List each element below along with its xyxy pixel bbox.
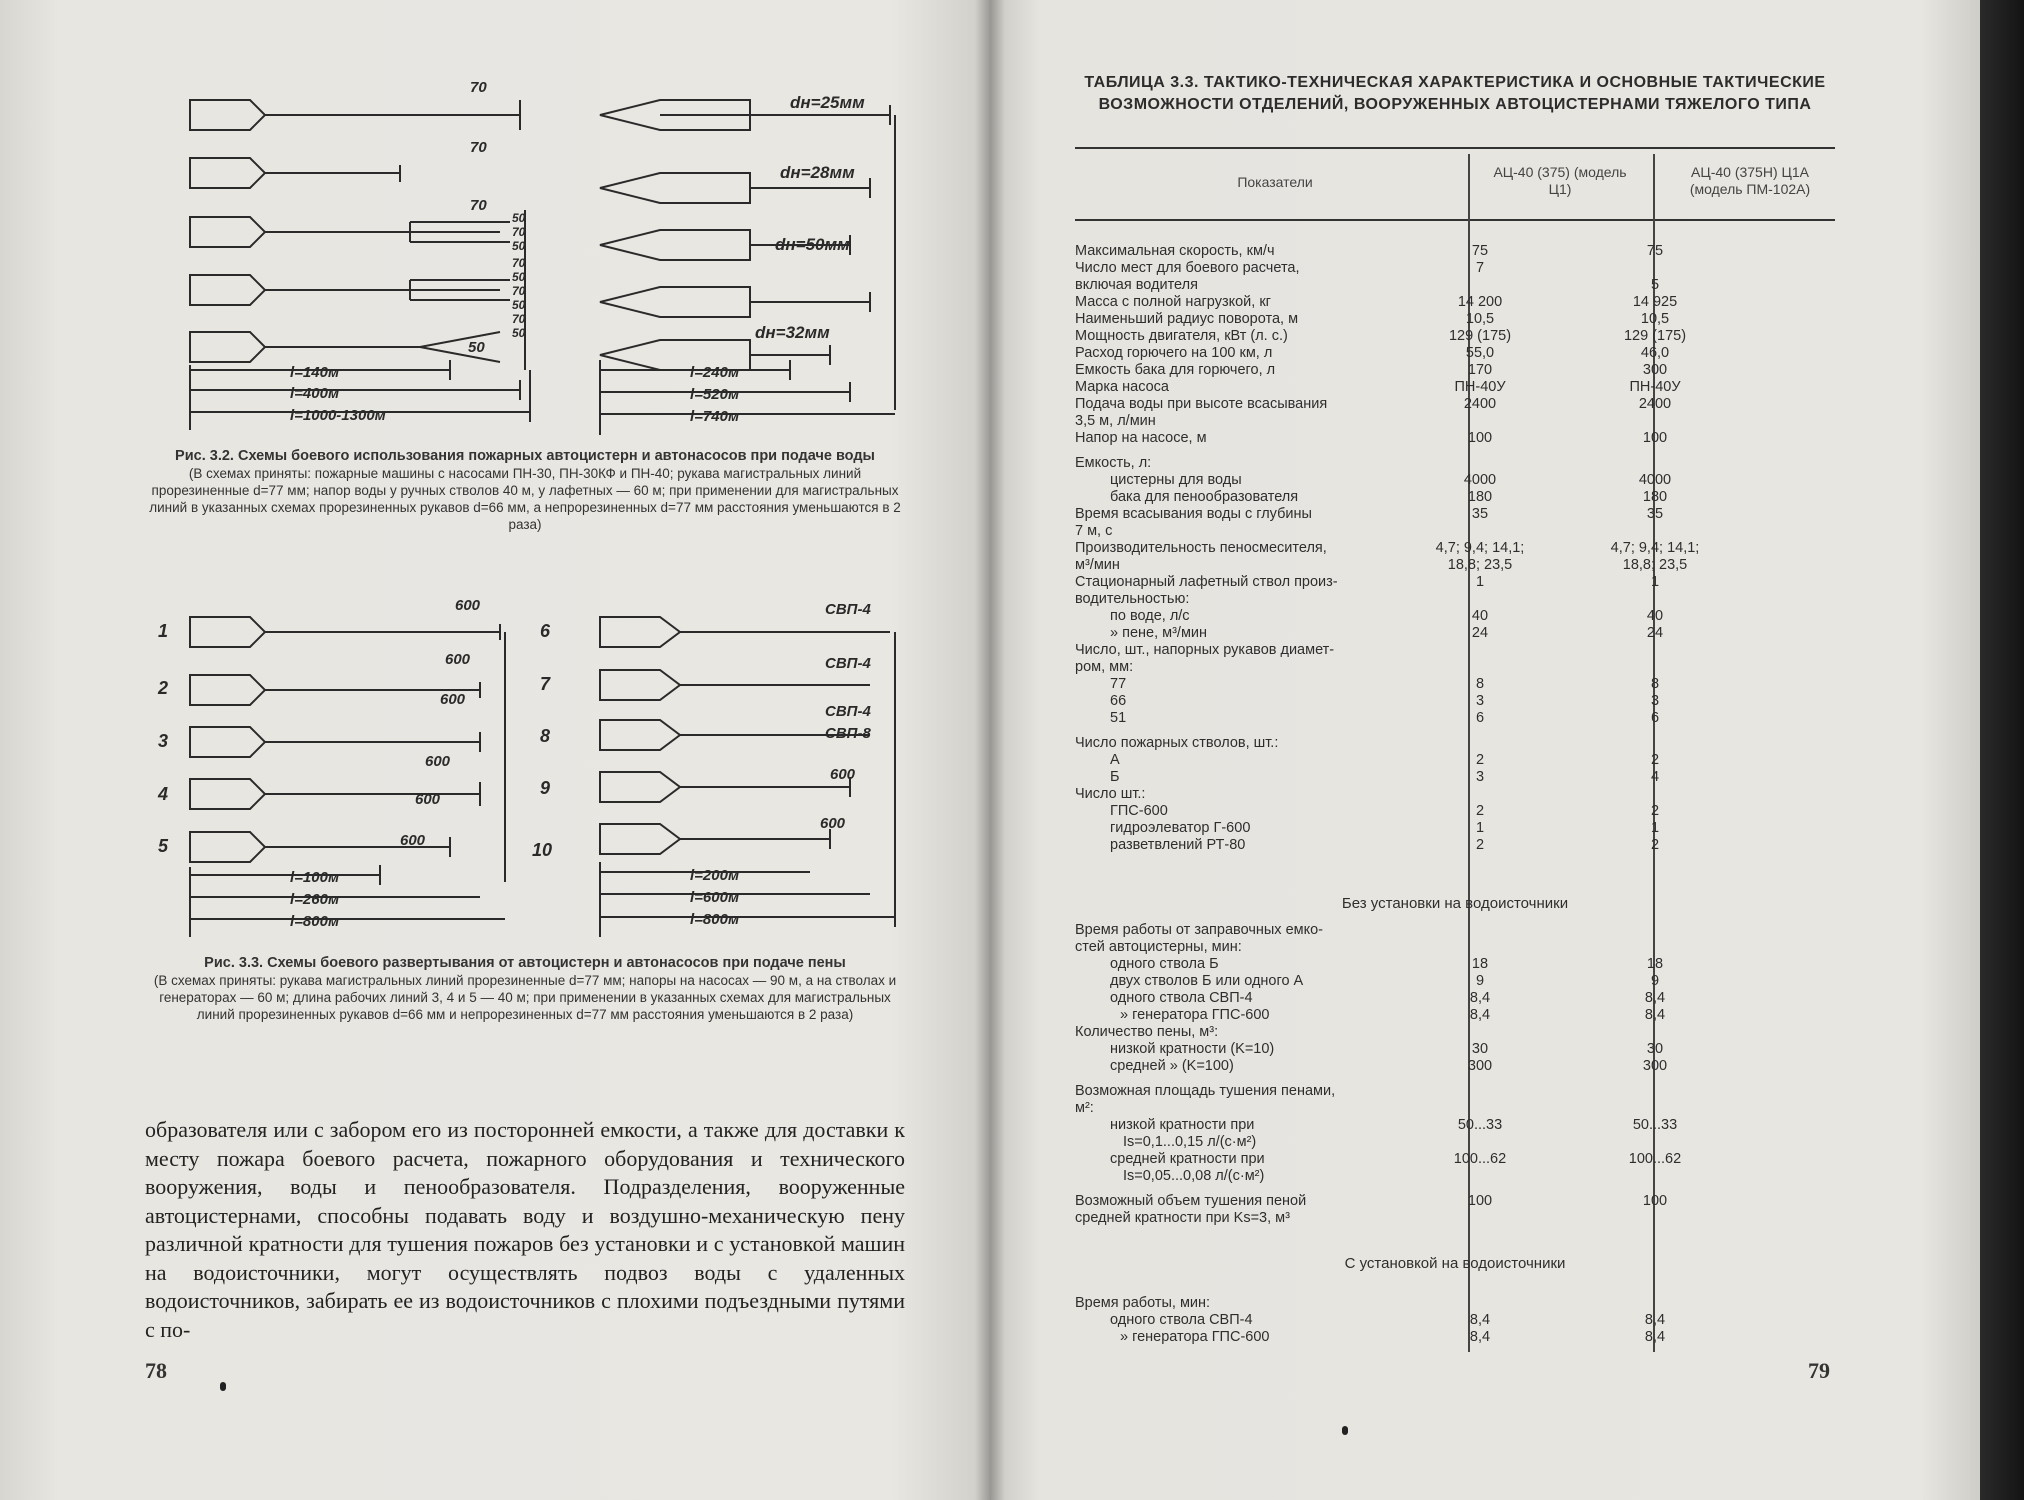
row-value-ac40-375n: 4000: [1638, 472, 1672, 488]
table-row: [1075, 659, 1835, 676]
row-value-ac40-375: 180: [1467, 489, 1493, 505]
row-value-ac40-375: 4000: [1463, 472, 1497, 488]
row-label: Число мест для боевого расчета,: [1075, 260, 1300, 276]
table-row: [1075, 1295, 1835, 1312]
row-value-ac40-375n: 18: [1646, 956, 1664, 972]
fig33-num-1: 1: [158, 621, 169, 641]
fig33-num-2: 2: [158, 678, 169, 698]
fig33-note: (В схемах приняты: рукава магистральных линий прорезиненные d=77 мм; напоры на насосах — 90 м, а на стволах и генераторах — 60 м; длина рабочих линий 3, 4 и 5 — 40 м; при применении в указанных схемах для магистральных линий прорезиненных рукавов d=66 мм и непрорезиненных d=77 мм расстояния уменьшаются в 2 раза): [153, 973, 897, 1022]
row-value-ac40-375: 1: [1475, 820, 1485, 836]
row-label: Is=0,1...0,15 л/(с·м²): [1123, 1134, 1257, 1150]
row-value-ac40-375n: 2400: [1638, 396, 1672, 412]
row-value-ac40-375n: 100...62: [1628, 1151, 1682, 1167]
row-value-ac40-375: 50...33: [1457, 1117, 1503, 1133]
table-title: ТАБЛИЦА 3.3. ТАКТИКО-ТЕХНИЧЕСКАЯ ХАРАКТЕРИСТИКА И ОСНОВНЫЕ ТАКТИЧЕСКИЕ ВОЗМОЖНОСТИ ОТДЕЛЕНИЙ, ВООРУЖЕННЫХ АВТОЦИСТЕРНАМИ ТЯЖЕЛОГО ТИПА: [1084, 74, 1826, 113]
table-row: [1075, 1083, 1835, 1100]
row-label: Б: [1110, 769, 1120, 785]
figure-3-2-diagram: [150, 70, 910, 440]
row-value-ac40-375n: 9: [1650, 973, 1660, 989]
fig32-side-8: 70: [512, 312, 526, 326]
row-value-ac40-375: ПН-40У: [1454, 379, 1506, 395]
fig32-side-2: 70: [512, 225, 526, 239]
row-value-ac40-375: 100...62: [1453, 1151, 1507, 1167]
page-number-right: 79: [1808, 1358, 1830, 1383]
row-value-ac40-375: 10,5: [1465, 311, 1495, 327]
fig33-title: Рис. 3.3. Схемы боевого развертывания от автоцистерн и автонасосов при подаче пены: [204, 955, 846, 971]
row-label: низкой кратности при: [1110, 1117, 1255, 1133]
row-value-ac40-375: 40: [1471, 608, 1489, 624]
row-label: средней кратности при Ks=3, м³: [1075, 1210, 1290, 1226]
table-row: [1075, 608, 1835, 625]
table-row: [1075, 1210, 1835, 1227]
row-label: Марка насоса: [1075, 379, 1169, 395]
left-page: [0, 0, 990, 1500]
fig32-diam-4: dн=32мм: [755, 323, 830, 342]
fig32-side-7: 50: [512, 298, 526, 312]
row-value-ac40-375n: 46,0: [1640, 345, 1670, 361]
fig32-length-3: 70: [470, 197, 487, 214]
row-label: 66: [1110, 693, 1127, 709]
table-row: [1075, 430, 1835, 447]
table-3-3: [1075, 147, 1835, 1352]
row-value-ac40-375n: 8: [1650, 676, 1660, 692]
row-label: одного ствола СВП-4: [1110, 1312, 1253, 1328]
fig33-right-dim-1: l=200м: [690, 867, 740, 884]
table-row: [1075, 820, 1835, 837]
row-value-ac40-375n: 30: [1646, 1041, 1664, 1057]
row-label: одного ствола Б: [1110, 956, 1219, 972]
row-value-ac40-375: 6: [1475, 710, 1485, 726]
table-row: [1075, 574, 1835, 591]
table-row: [1075, 311, 1835, 328]
table-row: [1075, 735, 1835, 752]
row-value-ac40-375n: 6: [1650, 710, 1660, 726]
row-value-ac40-375n: 100: [1642, 430, 1668, 446]
fig33-num-3: 3: [158, 731, 169, 751]
table-row: [1075, 523, 1835, 540]
row-value-ac40-375: 8,4: [1469, 1329, 1491, 1345]
table-row: [1075, 922, 1835, 939]
table-row: [1075, 489, 1835, 506]
row-label: Время работы, мин:: [1075, 1295, 1211, 1311]
fig33-num-5: 5: [158, 836, 169, 856]
row-value-ac40-375: 9: [1475, 973, 1485, 989]
fig33-right-dim-3: l=800м: [690, 911, 740, 928]
table-row: [1075, 345, 1835, 362]
header-indicators: Показатели: [1237, 174, 1313, 190]
row-value-ac40-375n: 129 (175): [1623, 328, 1687, 344]
table-row: [1075, 676, 1835, 693]
table-row: [1075, 294, 1835, 311]
fig33-svp-4: СВП-8: [825, 725, 871, 742]
row-value-ac40-375: 14 200: [1457, 294, 1503, 310]
row-label: Производительность пеносмесителя,: [1075, 540, 1327, 556]
row-label: двух стволов Б или одного А: [1110, 973, 1304, 989]
table-row: [1075, 557, 1835, 574]
table-row: [1075, 1329, 1835, 1346]
table-row: [1075, 956, 1835, 973]
row-value-ac40-375: 8,4: [1469, 1312, 1491, 1328]
table-row: [1075, 413, 1835, 430]
row-value-ac40-375: 2: [1475, 803, 1485, 819]
row-value-ac40-375n: 8,4: [1644, 1329, 1666, 1345]
book-gutter: [975, 0, 1005, 1500]
row-value-ac40-375n: 100: [1642, 1193, 1668, 1209]
row-value-ac40-375: 100: [1467, 1193, 1493, 1209]
fig32-diam-2: dн=28мм: [780, 163, 855, 182]
row-label: водительностью:: [1075, 591, 1190, 607]
fig33-svp-3: СВП-4: [825, 703, 871, 720]
table-row: [1075, 939, 1835, 956]
table-row: [1075, 1134, 1835, 1151]
row-label: бака для пенообразователя: [1110, 489, 1299, 505]
table-row: [1075, 328, 1835, 345]
fig32-diam-3: dн=50мм: [775, 235, 850, 254]
row-label: Число шт.:: [1075, 786, 1146, 802]
row-value-ac40-375n: 8,4: [1644, 1007, 1666, 1023]
row-value-ac40-375: 129 (175): [1448, 328, 1512, 344]
row-label: стей автоцистерны, мин:: [1075, 939, 1242, 955]
table-row: [1075, 710, 1835, 727]
row-value-ac40-375n: 4: [1650, 769, 1660, 785]
fig33-left-dim-3: l=800м: [290, 913, 340, 930]
row-value-ac40-375n: ПН-40У: [1629, 379, 1681, 395]
row-label: Is=0,05...0,08 л/(с·м²): [1123, 1168, 1265, 1184]
table-row: [1075, 1168, 1835, 1185]
fig32-side-4: 70: [512, 256, 526, 270]
header-ac40-375: АЦ-40 (375) (модель Ц1): [1493, 164, 1627, 197]
table-row: [1075, 455, 1835, 472]
fig32-right-dim-2: l=520м: [690, 386, 740, 403]
table-row: [1075, 396, 1835, 413]
row-label: Напор на насосе, м: [1075, 430, 1207, 446]
row-value-ac40-375n: 50...33: [1632, 1117, 1678, 1133]
row-value-ac40-375n: 300: [1642, 362, 1668, 378]
row-value-ac40-375: 30: [1471, 1041, 1489, 1057]
row-label: разветвлений РТ-80: [1110, 837, 1246, 853]
ink-spot-right: [1342, 1426, 1348, 1435]
table-row: [1075, 803, 1835, 820]
fig33-600-3: 600: [440, 691, 466, 708]
table-row: [1075, 990, 1835, 1007]
row-label: Стационарный лафетный ствол произ-: [1075, 574, 1338, 590]
table-row: [1075, 1312, 1835, 1329]
fig32-side-9: 50: [512, 326, 526, 340]
fig33-num-10: 10: [532, 840, 553, 860]
table-row: [1075, 1058, 1835, 1075]
fig32-left-dim-1: l=140м: [290, 364, 340, 381]
row-label: 7 м, с: [1075, 523, 1113, 539]
row-value-ac40-375: 8,4: [1469, 990, 1491, 1006]
table-row: [1075, 973, 1835, 990]
fig32-right-dim-1: l=240м: [690, 364, 740, 381]
row-value-ac40-375: 75: [1471, 243, 1489, 259]
table-row: [1075, 260, 1835, 277]
row-label: Количество пены, м³:: [1075, 1024, 1219, 1040]
row-value-ac40-375n: 5: [1650, 277, 1660, 293]
table-row: [1075, 506, 1835, 523]
row-value-ac40-375n: 75: [1646, 243, 1664, 259]
figure-3-2-caption: [145, 448, 905, 533]
table-row: [1075, 1024, 1835, 1041]
row-label: включая водителя: [1075, 277, 1198, 293]
fig33-left-dim-2: l=260м: [290, 891, 340, 908]
table-row: [1075, 693, 1835, 710]
row-label: Емкость бака для горючего, л: [1075, 362, 1276, 378]
row-value-ac40-375: 1: [1475, 574, 1485, 590]
table-row: [1075, 786, 1835, 803]
fig32-left-dim-3: l=1000-1300м: [290, 407, 386, 424]
row-value-ac40-375n: 2: [1650, 752, 1660, 768]
table-row: [1075, 472, 1835, 489]
row-label: Наименьший радиус поворота, м: [1075, 311, 1299, 327]
fig33-num-9: 9: [540, 778, 551, 798]
row-value-ac40-375n: 24: [1646, 625, 1664, 641]
table-row: [1075, 769, 1835, 786]
row-label: Время всасывания воды с глубины: [1075, 506, 1312, 522]
row-value-ac40-375: 3: [1475, 693, 1485, 709]
row-label: Число, шт., напорных рукавов диамет-: [1075, 642, 1335, 658]
row-label: средней кратности при: [1110, 1151, 1265, 1167]
row-label: 3,5 м, л/мин: [1075, 413, 1156, 429]
table-row: [1075, 1117, 1835, 1134]
row-value-ac40-375n: 180: [1642, 489, 1668, 505]
row-label: » генератора ГПС-600: [1120, 1007, 1270, 1023]
row-value-ac40-375: 24: [1471, 625, 1489, 641]
row-label: Масса с полной нагрузкой, кг: [1075, 294, 1271, 310]
table-header-rule: [1075, 219, 1835, 221]
fig33-num-6: 6: [540, 621, 551, 641]
row-value-ac40-375n: 8,4: [1644, 1312, 1666, 1328]
fig32-side-5: 50: [512, 270, 526, 284]
fig33-right-dim-2: l=600м: [690, 889, 740, 906]
row-label: Возможный объем тушения пеной: [1075, 1193, 1307, 1209]
fig32-diam-1: dн=25мм: [790, 93, 865, 112]
row-value-ac40-375: 2: [1475, 837, 1485, 853]
row-value-ac40-375n: 40: [1646, 608, 1664, 624]
table-row: [1075, 642, 1835, 659]
fig32-right-dim-3: l=740м: [690, 408, 740, 425]
row-label: 77: [1110, 676, 1127, 692]
row-label: ром, мм:: [1075, 659, 1134, 675]
table-row: [1075, 243, 1835, 260]
row-value-ac40-375n: 10,5: [1640, 311, 1670, 327]
table-row: [1075, 362, 1835, 379]
row-label: низкой кратности (K=10): [1110, 1041, 1275, 1057]
fig32-note: (В схемах приняты: пожарные машины с насосами ПН-30, ПН-30КФ и ПН-40; рукава магистральных линий прорезиненные d=77 мм; напор воды у ручных стволов 40 м, у лафетных — 60 м; при применении для магистральных линий в указанных схемах прорезиненных рукавов d=66 мм, а непрорезиненных d=77 мм расстояния уменьшаются в 2 раза): [149, 466, 901, 532]
row-value-ac40-375n: 14 925: [1632, 294, 1678, 310]
table-row: [1075, 540, 1835, 557]
fig32-side-1: 50: [512, 211, 526, 225]
table-row: [1075, 752, 1835, 769]
row-label: » генератора ГПС-600: [1120, 1329, 1270, 1345]
row-value-ac40-375: 170: [1467, 362, 1493, 378]
row-value-ac40-375n: 8,4: [1644, 990, 1666, 1006]
row-value-ac40-375: 2: [1475, 752, 1485, 768]
row-label: 51: [1110, 710, 1127, 726]
table-row: [1075, 1151, 1835, 1168]
row-label: м³/мин: [1075, 557, 1120, 573]
fig32-length-1: 70: [470, 79, 487, 96]
row-label: Число пожарных стволов, шт.:: [1075, 735, 1279, 751]
row-label: цистерны для воды: [1110, 472, 1242, 488]
fig33-600-2: 600: [445, 651, 471, 668]
row-value-ac40-375n: 1: [1650, 820, 1660, 836]
fig33-svp-1: СВП-4: [825, 601, 871, 618]
table-row: [1075, 379, 1835, 396]
row-label: Максимальная скорость, км/ч: [1075, 243, 1275, 259]
fig32-side-3: 50: [512, 239, 526, 253]
fig33-right-600-1: 600: [830, 766, 856, 783]
row-label: Емкость, л:: [1075, 455, 1152, 471]
fig33-600-6: 600: [400, 832, 426, 849]
row-value-ac40-375: 35: [1471, 506, 1489, 522]
row-value-ac40-375n: 300: [1642, 1058, 1668, 1074]
table-row: [1075, 625, 1835, 642]
row-value-ac40-375: 4,7; 9,4; 14,1;: [1435, 540, 1525, 556]
row-label: » пене, м³/мин: [1110, 625, 1208, 641]
section-with-water-source: С установкой на водоисточники: [1344, 1255, 1566, 1272]
table-row: [1075, 1100, 1835, 1117]
fig32-left-dim-2: l=400м: [290, 385, 340, 402]
row-value-ac40-375: 7: [1475, 260, 1485, 276]
section-without-water-source: Без установки на водоисточники: [1341, 895, 1569, 912]
table-row: [1075, 1193, 1835, 1210]
row-value-ac40-375n: 1: [1650, 574, 1660, 590]
table-row: [1075, 277, 1835, 294]
row-label: средней » (K=100): [1110, 1058, 1234, 1074]
row-value-ac40-375n: 2: [1650, 803, 1660, 819]
fig33-right-600-2: 600: [820, 815, 846, 832]
fig32-length-2: 70: [470, 139, 487, 156]
row-label: ГПС-600: [1110, 803, 1168, 819]
table-row: [1075, 1041, 1835, 1058]
row-value-ac40-375n: 35: [1646, 506, 1664, 522]
fig32-title: Рис. 3.2. Схемы боевого использования пожарных автоцистерн и автонасосов при подаче воды: [175, 448, 875, 464]
row-label: Возможная площадь тушения пенами,: [1075, 1083, 1336, 1099]
row-value-ac40-375: 8,4: [1469, 1007, 1491, 1023]
row-value-ac40-375: 3: [1475, 769, 1485, 785]
row-value-ac40-375n: 2: [1650, 837, 1660, 853]
row-value-ac40-375: 8: [1475, 676, 1485, 692]
row-label: одного ствола СВП-4: [1110, 990, 1253, 1006]
figure-3-3-diagram: [150, 592, 910, 952]
row-value-ac40-375: 300: [1467, 1058, 1493, 1074]
fig33-600-4: 600: [425, 753, 451, 770]
page-number-left: 78: [145, 1358, 167, 1383]
row-value-ac40-375n: 18,8; 23,5: [1622, 557, 1688, 573]
row-label: А: [1110, 752, 1120, 768]
fig33-num-4: 4: [158, 784, 169, 804]
row-value-ac40-375: 18: [1471, 956, 1489, 972]
book-edge: [1980, 0, 2024, 1500]
fig33-600-1: 600: [455, 597, 481, 614]
row-value-ac40-375: 55,0: [1465, 345, 1495, 361]
figure-3-3-caption: [145, 955, 905, 1023]
row-label: Расход горючего на 100 км, л: [1075, 345, 1273, 361]
row-label: Подача воды при высоте всасывания: [1075, 396, 1328, 412]
table-row: [1075, 1007, 1835, 1024]
header-ac40-375n: АЦ-40 (375Н) Ц1А (модель ПМ-102А): [1689, 164, 1811, 197]
fig33-num-8: 8: [540, 726, 551, 746]
table-row: [1075, 591, 1835, 608]
row-value-ac40-375: 18,8; 23,5: [1447, 557, 1513, 573]
fig32-left-50: 50: [468, 339, 485, 356]
table-row: [1075, 837, 1835, 854]
row-label: м²:: [1075, 1100, 1094, 1116]
row-label: Мощность двигателя, кВт (л. с.): [1075, 328, 1288, 344]
table-top-rule: [1075, 147, 1835, 149]
fig33-svp-2: СВП-4: [825, 655, 871, 672]
row-label: гидроэлеватор Г-600: [1110, 820, 1251, 836]
ink-spot: [220, 1382, 226, 1391]
fig32-side-6: 70: [512, 284, 526, 298]
fig33-left-dim-1: l=100м: [290, 869, 340, 886]
fig33-num-7: 7: [540, 674, 551, 694]
row-value-ac40-375: 100: [1467, 430, 1493, 446]
row-value-ac40-375n: 4,7; 9,4; 14,1;: [1610, 540, 1700, 556]
row-value-ac40-375: 2400: [1463, 396, 1497, 412]
body-paragraph: образователя или с забором его из посторонней емкости, а также для доставки к месту пожара боевого расчета, пожарного оборудования и технического вооружения, воды и пенообразователя. Подразделения, вооруженные автоцистернами, способны подавать воду и воздушно-механическую пену различной кратности для тушения пожаров без установки и с установкой машин на водоисточники, могут осуществлять подвоз воды с удаленных водоисточников, забирать ее из водоисточников с плохими подъездными путями с по-: [145, 1117, 905, 1342]
row-value-ac40-375n: 3: [1650, 693, 1660, 709]
fig33-600-5: 600: [415, 791, 441, 808]
row-label: Время работы от заправочных емко-: [1075, 922, 1324, 938]
row-label: по воде, л/с: [1110, 608, 1190, 624]
